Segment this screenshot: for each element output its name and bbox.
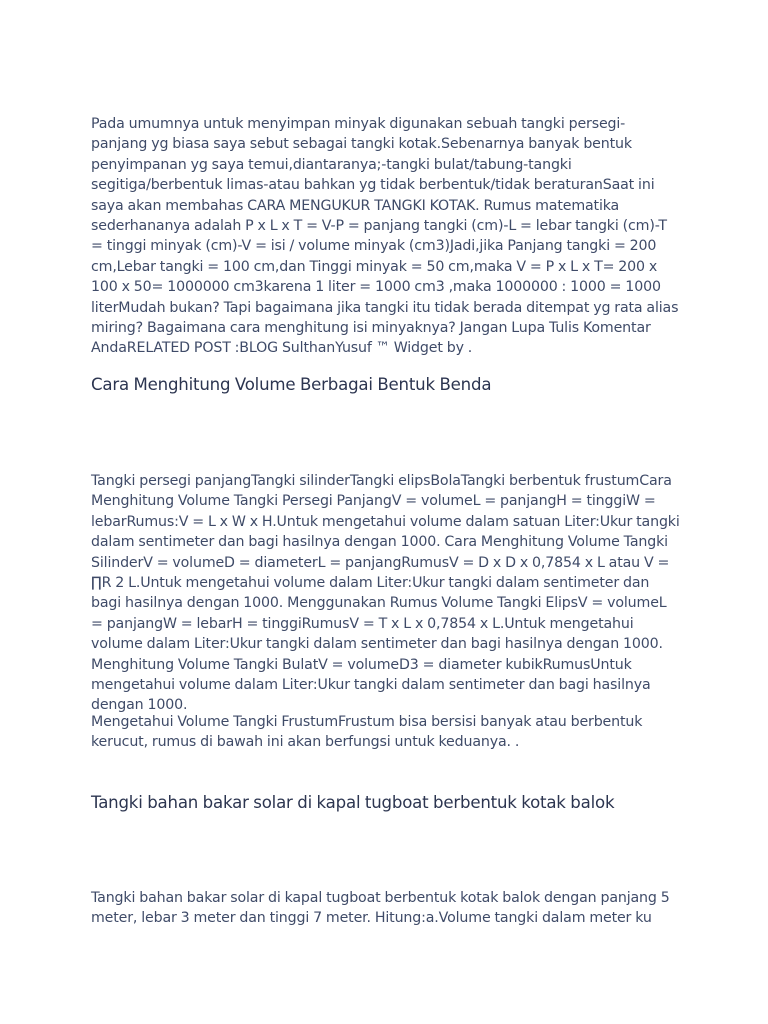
section-heading-volume-shapes: Cara Menghitung Volume Berbagai Bentuk Benda (91, 375, 492, 394)
tank-volume-formulas-paragraph: Tangki persegi panjangTangki silinderTangki elipsBolaTangki berbentuk frustumCara Menghitung Volume Tangki Persegi PanjangV = volumeL = panjangH = tinggiW = lebarRumus:V = L x W x H.Untuk mengetahui volume dalam satuan Liter:Ukur tangki dalam sentimeter dan bagi hasilnya dengan 1000. Cara Menghitung Volume Tangki SilinderV = volumeD = diameterL = panjangRumusV = D x D x 0,7854 x L atau V = ∏R 2 L.Untuk mengetahui volume dalam Liter:Ukur tangki dalam sentimeter dan bagi hasilnya dengan 1000. Menggunakan Rumus Volume Tangki ElipsV = volumeL = panjangW = lebarH = tinggiRumusV = T x L x 0,7854 x L.Untuk mengetahui volume dalam Liter:Ukur tangki dalam sentimeter dan bagi hasilnya dengan 1000. Menghitung Volume Tangki BulatV = volumeD3 = diameter kubikRumusUntuk mengetahui volume dalam Liter:Ukur tangki dalam sentimeter dan bagi hasilnya dengan 1000. (91, 473, 680, 714)
frustum-paragraph: Mengetahui Volume Tangki FrustumFrustum bisa bersisi banyak atau berbentuk kerucut, rumus di bawah ini akan berfungsi untuk keduanya. . (91, 714, 643, 751)
section-heading-tugboat-tank: Tangki bahan bakar solar di kapal tugboat berbentuk kotak balok (91, 793, 615, 812)
tugboat-tank-paragraph: Tangki bahan bakar solar di kapal tugboat berbentuk kotak balok dengan panjang 5 meter, lebar 3 meter dan tinggi 7 meter. Hitung:a.Volume tangki dalam meter ku (91, 890, 670, 927)
intro-paragraph: Pada umumnya untuk menyimpan minyak digunakan sebuah tangki persegi-panjang yg biasa saya sebut sebagai tangki kotak.Sebenarnya banyak bentuk penyimpanan yg saya temui,diantaranya;-tangki bulat/tabung-tangki segitiga/berbentuk limas-atau bahkan yg tidak berbentuk/tidak beraturanSaat ini saya akan membahas CARA MENGUKUR TANGKI KOTAK. Rumus matematika sederhananya adalah P x L x T = V-P = panjang tangki (cm)-L = lebar tangki (cm)-T = tinggi minyak (cm)-V = isi / volume minyak (cm3)Jadi,jika Panjang tangki = 200 cm,Lebar tangki = 100 cm,dan Tinggi minyak = 50 cm,maka V = P x L x T= 200 x 100 x 50= 1000000 cm3karena 1 liter = 1000 cm3 ,maka 1000000 : 1000 = 1000 literMudah bukan? Tapi bagaimana jika tangki itu tidak berada ditempat yg rata alias miring? Bagaimana cara menghitung isi minyaknya? Jangan Lupa Tulis Komentar AndaRELATED POST :BLOG SulthanYusuf ™ Widget by . (91, 116, 679, 357)
